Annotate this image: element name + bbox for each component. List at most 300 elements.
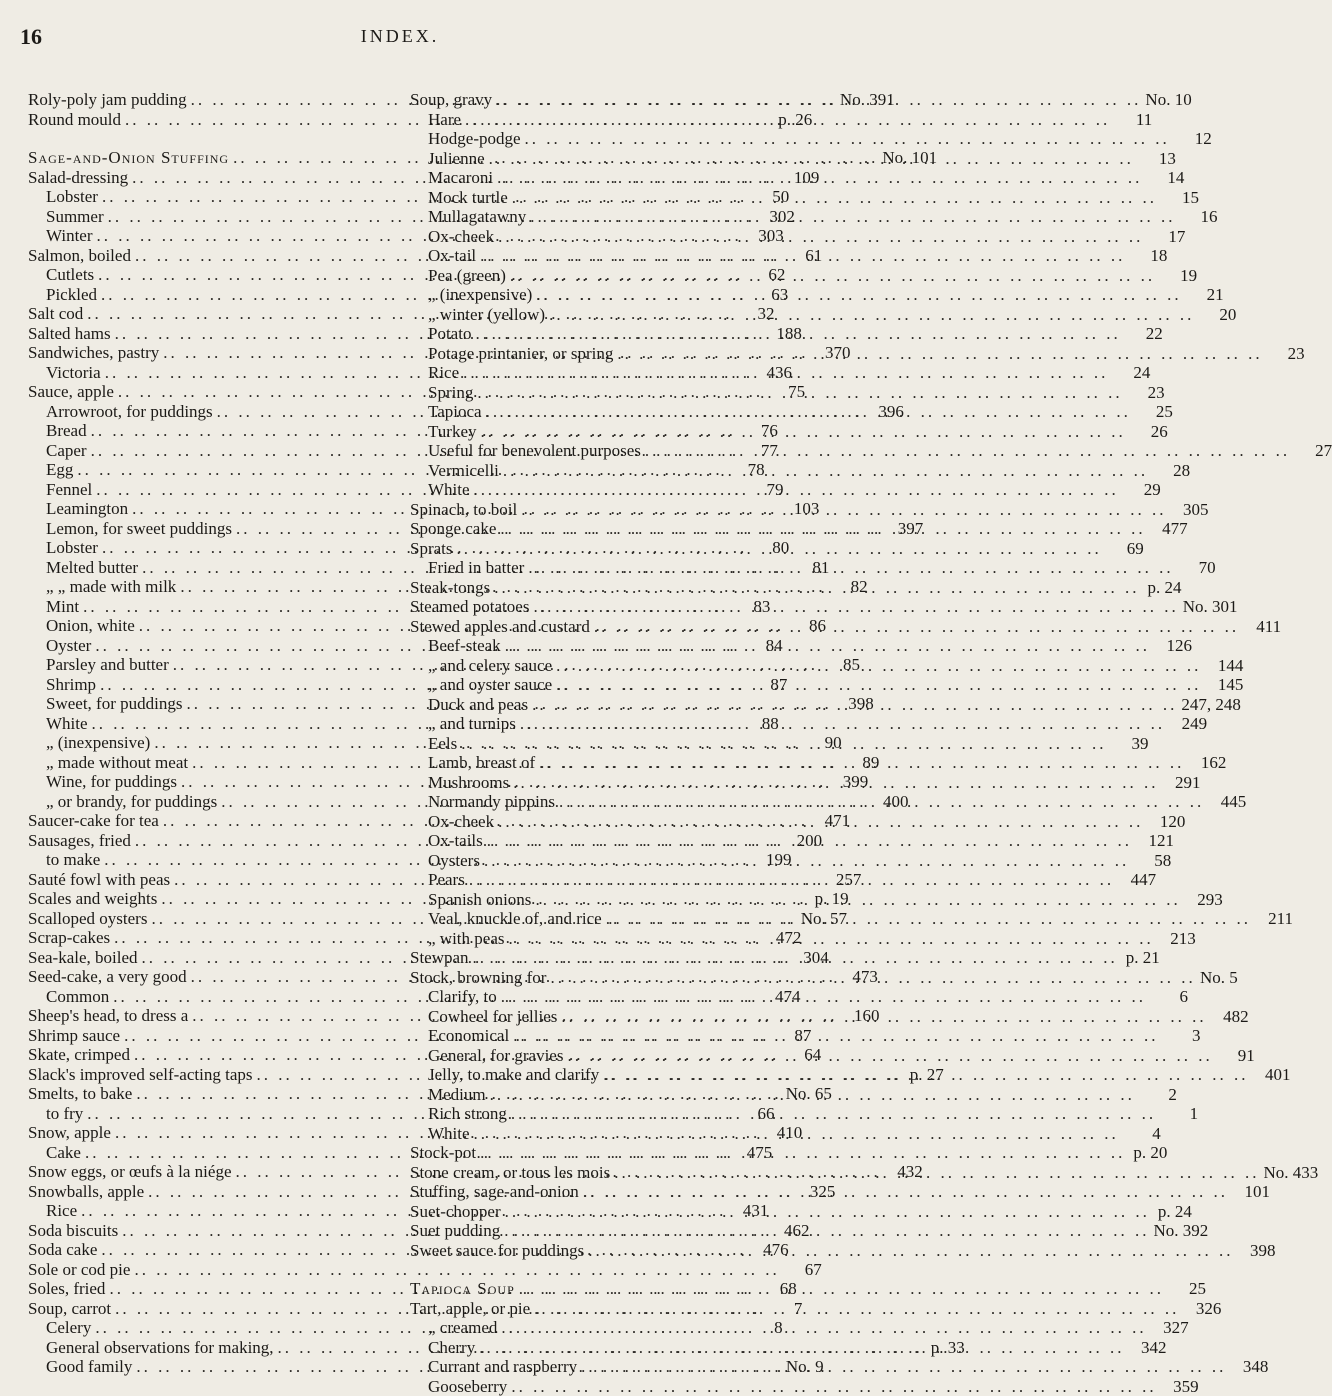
index-entry [410,578,780,598]
entry-text: Celery [28,1318,91,1338]
index-entry [410,402,780,422]
entry-reference: 82 [830,577,868,597]
dot-leader [530,1299,1183,1319]
entry-text: Bread [28,421,87,441]
index-entry [410,188,780,208]
entry-text: Stuffing, sage-and-onion [410,1182,579,1202]
index-entry [28,441,403,461]
index-entry [28,636,403,656]
index-entry [28,168,403,188]
entry-reference: 85 [822,655,860,675]
index-entry [410,129,780,149]
entry-reference: 8 [745,1318,783,1338]
index-entry [28,324,403,344]
index-entry [28,1240,403,1260]
entry-reference: 2 [1139,1085,1177,1105]
dot-leader [602,909,1255,929]
entry-text: White [410,1124,470,1144]
index-entry [28,558,403,578]
index-entry [410,773,780,793]
index-entry [410,285,780,305]
index-entry [410,500,780,520]
index-entry [28,772,403,792]
entry-reference: 410 [764,1123,802,1143]
entry-text: Oysters [410,851,480,871]
entry-reference: 401 [1252,1065,1290,1085]
index-entry [410,1085,780,1105]
index-entry [410,636,780,656]
entry-text: Sole or cod pie [28,1260,130,1280]
index-entry [28,675,403,695]
entry-text: Leamington [28,499,128,519]
dot-leader [504,929,1157,949]
entry-reference: 160 [842,1006,880,1026]
entry-text: Sweet, for puddings [28,694,182,714]
index-entry [410,344,780,364]
index-entry [28,1299,403,1319]
entry-text: Mint [28,597,79,617]
entry-text: Roly-poly jam pudding [28,90,187,110]
index-entry [28,363,403,383]
index-entry [28,792,403,812]
index-entry [28,519,403,539]
entry-text: Fried in batter [410,558,524,578]
entry-reference: 3 [1162,1026,1200,1046]
entry-reference: No. 391 [840,90,895,110]
entry-reference: 199 [754,850,792,870]
dot-leader [499,461,1152,481]
entry-text: Stewed apples and custard [410,617,590,637]
entry-text: Round mould [28,110,121,130]
entry-reference: 162 [1188,753,1226,773]
index-column-right [410,90,780,1396]
entry-reference: 91 [1217,1046,1255,1066]
index-entry [28,187,403,207]
entry-reference: 77 [740,441,778,461]
index-entry [28,148,403,168]
dot-leader [470,1124,1123,1144]
entry-reference: 83 [732,597,770,617]
index-entry [410,1007,780,1027]
entry-reference: 399 [830,772,868,792]
running-head: INDEX. [0,26,800,47]
index-entry [28,285,403,305]
entry-reference: 411 [1243,617,1281,637]
dot-leader [473,383,1126,403]
entry-reference: 200 [784,831,822,851]
dot-leader [459,363,1112,383]
entry-text: Seed-cake, a very good [28,967,187,987]
entry-reference: 70 [1178,558,1216,578]
dot-leader [461,110,1114,130]
entry-reference: 13 [1138,149,1176,169]
entry-text: Saucer-cake for tea [28,811,159,831]
index-entry [28,948,403,968]
index-entry [410,246,780,266]
index-entry [28,246,403,266]
entry-text: Winter [28,226,93,246]
entry-text: Onion, white [28,616,135,636]
entry-text: Stewpan [410,948,469,968]
index-entry [410,968,780,988]
index-entry [28,110,403,130]
dot-leader [482,402,1135,422]
dot-leader [497,1318,1150,1338]
entry-text: Duck and peas [410,695,528,715]
entry-reference: 69 [1106,539,1144,559]
index-entry [410,110,780,130]
entry-reference: No. 65 [786,1084,832,1104]
entry-reference: 291 [1162,773,1200,793]
entry-reference: 1 [1160,1104,1198,1124]
entry-reference: 18 [1129,246,1167,266]
index-entry [28,538,403,558]
entry-reference: No. 57 [801,909,847,929]
entry-reference: No. 10 [1145,90,1191,110]
entry-text: „ and oyster sauce [410,675,552,695]
entry-reference: 400 [870,792,908,812]
page-number: 16 [20,24,42,50]
entry-text: Caper [28,441,87,461]
index-entry [410,1143,780,1163]
index-entry [28,753,403,773]
dot-leader [506,266,1159,286]
entry-text: Sprats [410,539,453,559]
entry-reference: 436 [754,363,792,383]
index-entry [28,1026,403,1046]
entry-reference: 80 [751,538,789,558]
entry-text: Soda biscuits [28,1221,118,1241]
entry-reference: 88 [741,714,779,734]
index-entry [28,1123,403,1143]
page-header [0,14,800,54]
entry-text: „ and turnips [410,714,516,734]
index-entry [410,539,780,559]
entry-reference: 472 [763,928,801,948]
index-entry [410,734,780,754]
dot-leader [492,90,1145,110]
section-gap [410,1260,780,1279]
entry-reference: 342 [1128,1338,1166,1358]
index-entry [410,1377,780,1396]
entry-text: Slack's improved self-acting taps [28,1065,252,1085]
dot-leader [555,792,1208,812]
dot-leader [486,1085,1139,1105]
dot-leader [500,1221,1153,1241]
entry-reference: 257 [823,870,861,890]
entry-reference: 64 [783,1045,821,1065]
entry-reference: 23 [1267,344,1305,364]
dot-leader [552,656,1205,676]
dot-leader [517,500,1170,520]
entry-text: Smelts, to bake [28,1084,132,1104]
index-entry [410,1279,780,1299]
index-entry [410,909,780,929]
entry-reference: 28 [1152,461,1190,481]
entry-text: Sage-and-Onion Stuffing [28,148,229,168]
entry-text: Lemon, for sweet puddings [28,519,232,539]
entry-reference: 12 [1174,129,1212,149]
entry-text: Mushrooms [410,773,509,793]
entry-text: Veal, knuckle of, and rice [410,909,602,929]
entry-reference: 327 [1151,1318,1189,1338]
entry-reference: 477 [1150,519,1188,539]
dot-leader [501,1202,1154,1222]
index-entry [28,870,403,890]
index-entry [28,1318,403,1338]
index-entry [28,499,403,519]
entry-text: Suet-chopper [410,1202,501,1222]
entry-text: „ „ made with milk [28,577,176,597]
entry-reference: 249 [1169,714,1207,734]
entry-text: Summer [28,207,104,227]
entry-reference: 304 [791,948,829,968]
index-entry [28,1162,403,1182]
index-entry [410,324,780,344]
entry-text: Scales and weights [28,889,157,909]
entry-text: Gooseberry [410,1377,507,1396]
entry-text: „ creamed [410,1318,497,1338]
entry-reference: 27 [1294,441,1332,461]
entry-reference: 7 [764,1299,802,1319]
entry-text: „ with peas [410,929,504,949]
index-entry [410,480,780,500]
entry-text: Sea-kale, boiled [28,948,138,968]
entry-text: Soup, gravy [410,90,492,110]
index-entry [28,226,403,246]
index-entry [410,558,780,578]
entry-reference: No. 9 [786,1357,824,1377]
entry-reference: 25 [1135,402,1173,422]
entry-text: White [28,714,88,734]
index-entry [28,1065,403,1085]
entry-reference: 86 [788,616,826,636]
entry-text: Currant and raspberry [410,1357,577,1377]
entry-text: Lobster [28,538,98,558]
index-entry [410,1202,780,1222]
dot-leader [497,987,1150,1007]
entry-text: Steak-tongs [410,578,490,598]
index-entry [410,675,780,695]
entry-reference: 6 [1150,987,1188,1007]
entry-reference: 144 [1205,656,1243,676]
entry-reference: 61 [784,246,822,266]
entry-text: Salmon, boiled [28,246,131,266]
index-entry [410,461,780,481]
index-entry [28,987,403,1007]
dot-leader [501,636,1154,656]
index-entry [28,909,403,929]
index-entry [410,792,780,812]
dot-leader [470,480,1123,500]
dot-leader [477,422,1130,442]
entry-text: Rice [28,1201,77,1221]
dot-leader [516,714,1169,734]
entry-reference: 32 [737,304,775,324]
index-entry [28,1182,403,1202]
entry-text: Fennel [28,480,92,500]
index-entry [28,850,403,870]
entry-reference: No. 392 [1153,1221,1208,1241]
dot-leader [532,285,1185,305]
index-entry [28,655,403,675]
dot-leader [610,1163,1263,1183]
entry-text: White [410,480,470,500]
index-entry [410,1163,780,1183]
entry-text: Sauté fowl with peas [28,870,170,890]
index-entry [410,1182,780,1202]
entry-reference: 17 [1147,227,1185,247]
entry-reference: 79 [746,480,784,500]
entry-text: Sausages, fried [28,831,131,851]
entry-text: Rich strong [410,1104,507,1124]
entry-text: to make [28,850,100,870]
entry-text: Potage printanier, or spring [410,344,613,364]
index-entry [410,363,780,383]
entry-text: Arrowroot, for puddings [28,402,213,422]
entry-text: Mullagatawny [410,207,526,227]
entry-reference: 21 [1186,285,1224,305]
index-entry [28,1221,403,1241]
entry-reference: 84 [745,636,783,656]
entry-reference: p. 33 [927,1338,965,1358]
entry-text: Spanish onions [410,890,531,910]
index-entry [28,1084,403,1104]
index-entry [28,265,403,285]
entry-reference: 19 [1159,266,1197,286]
index-entry [28,733,403,753]
entry-text: Ox-cheek [410,227,494,247]
entry-reference: 66 [737,1104,775,1124]
entry-text: Scrap-cakes [28,928,110,948]
entry-text: Clarify, to [410,987,497,1007]
entry-reference: p. 27 [906,1065,944,1085]
entry-reference: 4 [1123,1124,1161,1144]
dot-leader [599,1065,1252,1085]
dot-leader [469,948,1122,968]
index-entry [410,383,780,403]
entry-text: Cutlets [28,265,94,285]
index-entry [28,889,403,909]
index-entry [410,1026,780,1046]
entry-text: to fry [28,1104,83,1124]
dot-leader [485,149,1138,169]
index-entry [28,967,403,987]
index-entry [410,714,780,734]
dot-leader [579,1182,1232,1202]
entry-text: Useful for benevolent purposes [410,441,641,461]
entry-reference: 474 [763,987,801,1007]
index-entry [28,597,403,617]
index-entry [410,948,780,968]
entry-reference: 120 [1147,812,1185,832]
entry-text: Snow, apple [28,1123,111,1143]
dot-leader [509,773,1162,793]
dot-leader [465,870,1118,890]
entry-reference: 359 [1161,1377,1199,1396]
entry-reference: p. 24 [1144,578,1182,598]
index-entry [410,441,780,461]
entry-reference: 20 [1198,305,1236,325]
index-entry [410,929,780,949]
dot-leader [507,1104,1160,1124]
entry-text: Vermicelli [410,461,499,481]
dot-leader [476,246,1129,266]
entry-text: Suet pudding [410,1221,500,1241]
entry-text: Eels [410,734,457,754]
entry-text: Scalloped oysters [28,909,147,929]
entry-text: Pears [410,870,465,890]
entry-reference: 15 [1161,188,1199,208]
entry-text: General, for gravies [410,1046,563,1066]
entry-reference: 22 [1125,324,1163,344]
entry-reference: p. 21 [1122,948,1160,968]
index-entry [410,656,780,676]
dot-leader [453,539,1106,559]
entry-reference: 398 [836,694,874,714]
entry-reference: 14 [1146,168,1184,188]
index-entry [28,1338,403,1358]
entry-reference: 90 [804,733,842,753]
entry-text: Ox-cheek [410,812,494,832]
entry-text: Steamed potatoes [410,597,529,617]
entry-reference: No. 301 [1183,597,1238,617]
entry-text: Snowballs, apple [28,1182,144,1202]
index-entry [28,304,403,324]
entry-text: Spinach, to boil [410,500,517,520]
entry-text: Stock, browning for [410,968,546,988]
entry-reference: 109 [781,168,819,188]
index-entry [28,460,403,480]
entry-text: Turkey [410,422,477,442]
entry-reference: No. 433 [1263,1163,1318,1183]
entry-reference: p. 19 [811,889,849,909]
entry-text: Beef-steak [410,636,501,656]
index-entry [410,851,780,871]
dot-leader [641,441,1294,461]
entry-reference: 11 [1114,110,1152,130]
entry-reference: 476 [751,1240,789,1260]
entry-text: „ (inexpensive) [410,285,532,305]
entry-reference: 29 [1123,480,1161,500]
entry-reference: 23 [1127,383,1165,403]
index-entry [410,1241,780,1261]
entry-text: Wine, for puddings [28,772,177,792]
entry-reference: 475 [734,1143,772,1163]
entry-text: Cowheel for jellies [410,1007,557,1027]
entry-text: Stone cream, or tous les mois [410,1163,610,1183]
dot-leader [535,753,1188,773]
index-entry [28,1104,403,1124]
index-entry [410,617,780,637]
entry-text: Salted hams [28,324,111,344]
index-entry [28,1045,403,1065]
entry-reference: 78 [727,460,765,480]
entry-reference: 68 [759,1279,797,1299]
entry-reference: 370 [813,343,851,363]
entry-text: „ and celery sauce [410,656,552,676]
dot-leader [471,324,1124,344]
entry-reference: 303 [746,226,784,246]
entry-reference: 87 [749,675,787,695]
index-entry [410,870,780,890]
entry-reference: 188 [764,324,802,344]
entry-text: Cherry [410,1338,475,1358]
entry-text: Cake [28,1143,81,1163]
entry-reference: 81 [791,558,829,578]
dot-leader [509,1026,1162,1046]
entry-text: General observations for making, [28,1338,274,1358]
